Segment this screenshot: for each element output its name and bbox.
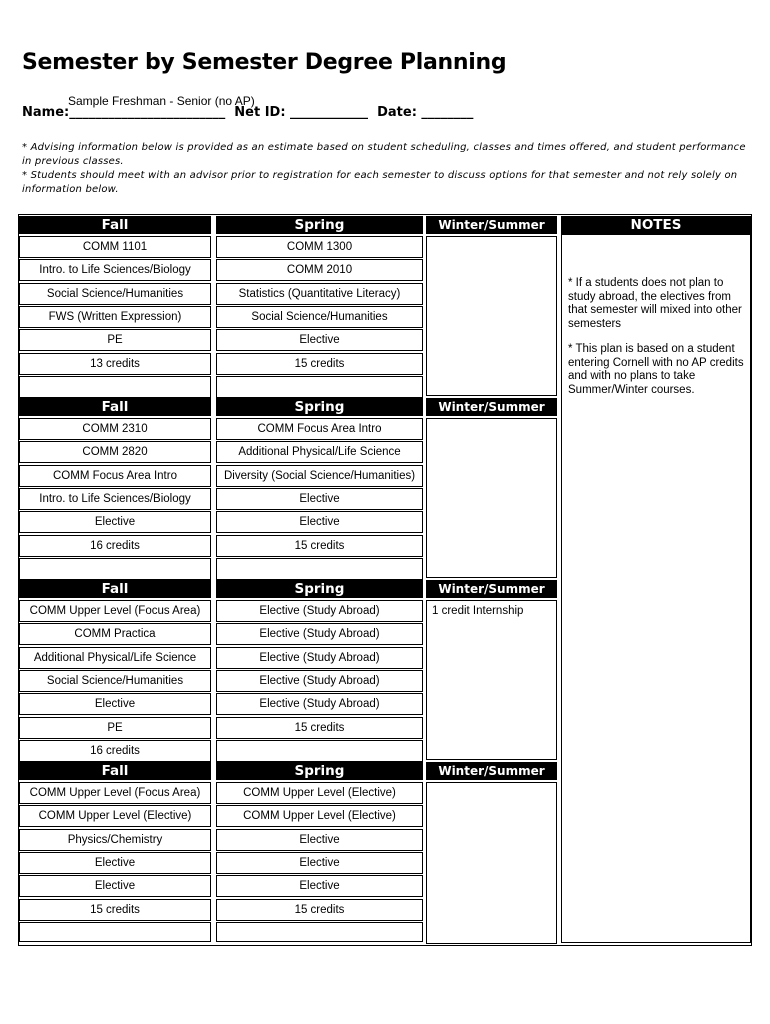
winter-summer-course [427, 237, 556, 245]
empty-cell [19, 376, 211, 398]
winter-summer-header: Winter/Summer [426, 762, 557, 780]
fall-course-cell: Social Science/Humanities [19, 670, 211, 692]
winter-summer-box [426, 418, 557, 578]
fall-course-cell: 16 credits [19, 535, 211, 557]
fall-course-cell: COMM Upper Level (Focus Area) [19, 782, 211, 804]
spring-course-cell: 15 credits [216, 717, 423, 739]
spring-course-cell: Elective (Study Abroad) [216, 670, 423, 692]
note-item: * If a students does not plan to study abroad, the electives from that semester will mixed into other semesters [568, 277, 742, 330]
spring-course-cell: Elective (Study Abroad) [216, 693, 423, 715]
spring-course-cell: Elective [216, 511, 423, 533]
empty-cell [216, 558, 423, 580]
spring-course-cell: Diversity (Social Science/Humanities) [216, 465, 423, 487]
notes-box [561, 234, 751, 943]
fall-course-cell: 16 credits [19, 740, 211, 762]
winter-summer-course: 1 credit Internship [432, 605, 524, 617]
fall-course-cell: FWS (Written Expression) [19, 306, 211, 328]
winter-summer-header: Winter/Summer [426, 398, 557, 416]
spring-course-cell: COMM Upper Level (Elective) [216, 782, 423, 804]
spring-course-cell: Elective (Study Abroad) [216, 600, 423, 622]
empty-cell [216, 740, 423, 762]
fall-course-cell: COMM 2310 [19, 418, 211, 440]
spring-course-cell: COMM Focus Area Intro [216, 418, 423, 440]
spring-course-cell: 15 credits [216, 899, 423, 921]
spring-course-cell: Additional Physical/Life Science [216, 441, 423, 463]
empty-cell [19, 558, 211, 580]
fall-course-cell: Elective [19, 875, 211, 897]
fall-course-cell: Physics/Chemistry [19, 829, 211, 851]
spring-header: Spring [216, 216, 423, 234]
winter-summer-box [426, 782, 557, 944]
fall-header: Fall [19, 398, 211, 416]
spring-course-cell: Elective (Study Abroad) [216, 647, 423, 669]
fall-course-cell: Additional Physical/Life Science [19, 647, 211, 669]
fall-course-cell: COMM 1101 [19, 236, 211, 258]
spring-course-cell: 15 credits [216, 353, 423, 375]
note-item: * This plan is based on a student entering Cornell with no AP credits and with no plans to take Summer/Winter courses. [568, 343, 744, 396]
fall-course-cell: 15 credits [19, 899, 211, 921]
spring-header: Spring [216, 762, 423, 780]
fall-header: Fall [19, 762, 211, 780]
spring-course-cell: Social Science/Humanities [216, 306, 423, 328]
spring-course-cell: COMM 1300 [216, 236, 423, 258]
fall-course-cell: Elective [19, 852, 211, 874]
spring-course-cell: Elective [216, 829, 423, 851]
advisor-meeting-disclaimer: * Students should meet with an advisor prior to registration for each semester to discuss options for that semester and not rely solely on information below. [22, 170, 738, 195]
fall-course-cell: Intro. to Life Sciences/Biology [19, 488, 211, 510]
spring-course-cell: Elective [216, 488, 423, 510]
fall-course-cell: COMM 2820 [19, 441, 211, 463]
advising-disclaimer: * Advising information below is provided as an estimate based on student scheduling, classes and times offered, and student performance in previous classes. [22, 142, 746, 167]
winter-summer-box [426, 236, 557, 396]
spring-course-cell: Elective [216, 329, 423, 351]
fall-course-cell: Intro. to Life Sciences/Biology [19, 259, 211, 281]
fall-course-cell: Elective [19, 693, 211, 715]
fall-course-cell: PE [19, 329, 211, 351]
empty-cell [216, 376, 423, 398]
spring-course-cell: Elective [216, 852, 423, 874]
spring-course-cell: COMM Upper Level (Elective) [216, 805, 423, 827]
spring-header: Spring [216, 580, 423, 598]
winter-summer-box [426, 600, 557, 760]
fall-course-cell: Social Science/Humanities [19, 283, 211, 305]
spring-course-cell: 15 credits [216, 535, 423, 557]
winter-summer-header: Winter/Summer [426, 580, 557, 598]
empty-cell [19, 922, 211, 942]
spring-course-cell: Statistics (Quantitative Literacy) [216, 283, 423, 305]
empty-cell [216, 922, 423, 942]
winter-summer-course [427, 783, 556, 791]
fall-course-cell: Elective [19, 511, 211, 533]
winter-summer-header: Winter/Summer [426, 216, 557, 234]
fall-course-cell: COMM Practica [19, 623, 211, 645]
fall-header: Fall [19, 216, 211, 234]
spring-course-cell: Elective [216, 875, 423, 897]
page-title: Semester by Semester Degree Planning [22, 50, 507, 75]
spring-header: Spring [216, 398, 423, 416]
student-info-fields: Name:________________________ Net ID: ____________ Date: ________ [22, 105, 474, 120]
fall-course-cell: COMM Focus Area Intro [19, 465, 211, 487]
fall-course-cell: 13 credits [19, 353, 211, 375]
fall-course-cell: COMM Upper Level (Focus Area) [19, 600, 211, 622]
winter-summer-course [427, 419, 556, 427]
fall-header: Fall [19, 580, 211, 598]
notes-header: NOTES [561, 216, 751, 234]
spring-course-cell: Elective (Study Abroad) [216, 623, 423, 645]
spring-course-cell: COMM 2010 [216, 259, 423, 281]
fall-course-cell: COMM Upper Level (Elective) [19, 805, 211, 827]
fall-course-cell: PE [19, 717, 211, 739]
sample-plan-label: Sample Freshman - Senior (no AP) [68, 94, 255, 108]
